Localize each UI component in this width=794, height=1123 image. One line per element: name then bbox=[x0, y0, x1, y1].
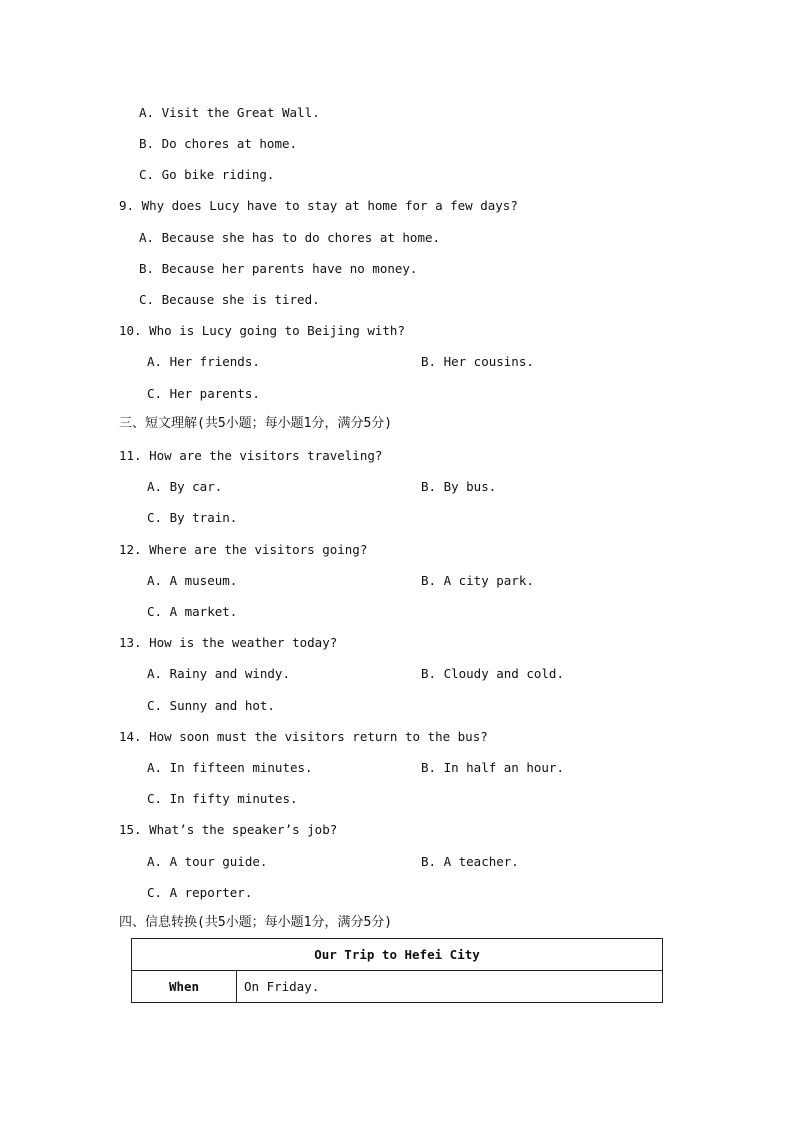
q10-question: 10. Who is Lucy going to Beijing with? bbox=[119, 323, 405, 338]
table-row-value: On Friday. bbox=[237, 971, 663, 1003]
trip-info-table bbox=[131, 938, 663, 1003]
table-title: Our Trip to Hefei City bbox=[132, 939, 663, 971]
q14-option-c: C. In fifty minutes. bbox=[147, 791, 298, 806]
q12-option-c: C. A market. bbox=[147, 604, 238, 619]
q12-option-a: A. A museum. bbox=[147, 573, 238, 588]
q15-option-b: B. A teacher. bbox=[421, 854, 519, 869]
table-row bbox=[132, 971, 663, 1003]
q14-option-b: B. In half an hour. bbox=[421, 760, 564, 775]
q11-option-b: B. By bus. bbox=[421, 479, 497, 494]
section-heading-4: 四、信息转换(共5小题；每小题1分，满分5分) bbox=[119, 915, 393, 930]
q13-option-b: B. Cloudy and cold. bbox=[421, 666, 564, 681]
q13-option-c: C. Sunny and hot. bbox=[147, 698, 275, 713]
q8-option-c: C. Go bike riding. bbox=[139, 167, 275, 182]
q9-option-c: C. Because she is tired. bbox=[139, 292, 320, 307]
section-heading-3: 三、短文理解(共5小题；每小题1分，满分5分) bbox=[119, 416, 393, 431]
q15-option-a: A. A tour guide. bbox=[147, 854, 268, 869]
q9-option-a: A. Because she has to do chores at home. bbox=[139, 230, 441, 245]
q11-question: 11. How are the visitors traveling? bbox=[119, 448, 383, 463]
q8-option-b: B. Do chores at home. bbox=[139, 136, 298, 151]
q11-option-c: C. By train. bbox=[147, 510, 238, 525]
q13-question: 13. How is the weather today? bbox=[119, 635, 338, 650]
table-title-row bbox=[132, 939, 663, 971]
q12-question: 12. Where are the visitors going? bbox=[119, 542, 368, 557]
q10-option-a: A. Her friends. bbox=[147, 354, 260, 369]
q12-option-b: B. A city park. bbox=[421, 573, 534, 588]
q10-option-b: B. Her cousins. bbox=[421, 354, 534, 369]
q15-option-c: C. A reporter. bbox=[147, 885, 253, 900]
q9-question: 9. Why does Lucy have to stay at home for a few days? bbox=[119, 198, 518, 213]
q8-option-a: A. Visit the Great Wall. bbox=[139, 105, 320, 120]
q9-option-b: B. Because her parents have no money. bbox=[139, 261, 418, 276]
q14-question: 14. How soon must the visitors return to the bus? bbox=[119, 729, 488, 744]
q15-question: 15. What’s the speaker’s job? bbox=[119, 822, 338, 837]
q10-option-c: C. Her parents. bbox=[147, 386, 260, 401]
q11-option-a: A. By car. bbox=[147, 479, 223, 494]
table-row-label: When bbox=[132, 971, 237, 1003]
q13-option-a: A. Rainy and windy. bbox=[147, 666, 290, 681]
q14-option-a: A. In fifteen minutes. bbox=[147, 760, 313, 775]
